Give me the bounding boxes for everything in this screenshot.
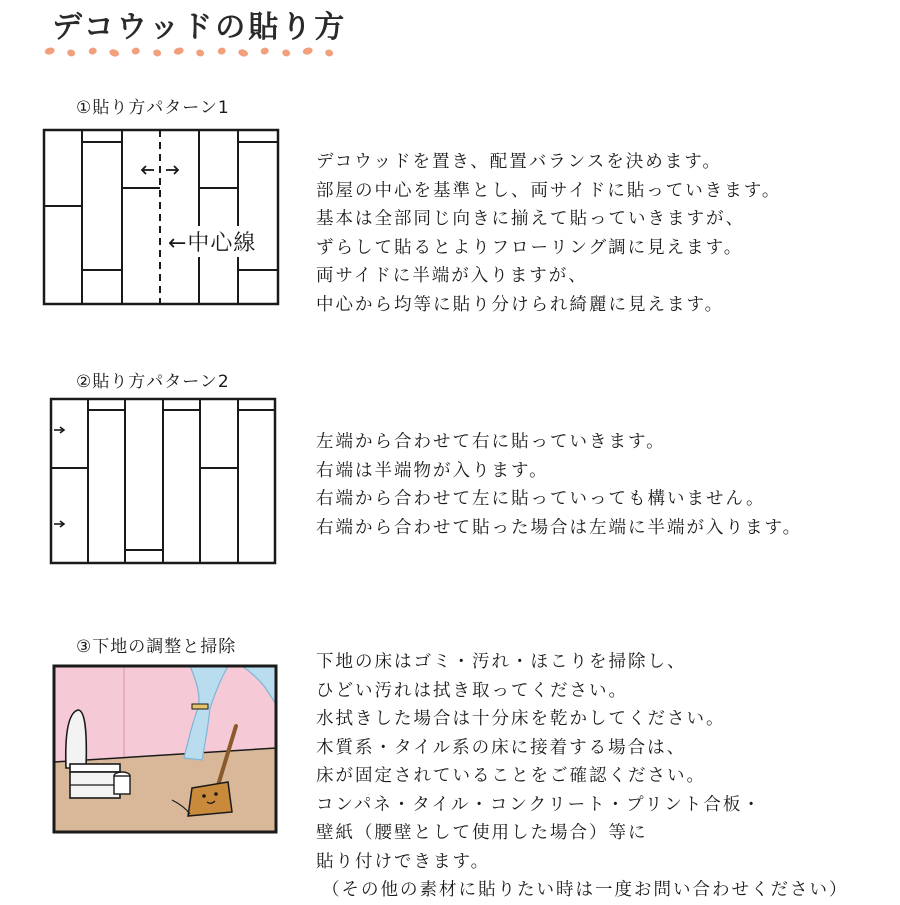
decorative-dot <box>88 47 97 56</box>
text-line: 木質系・タイル系の床に接着する場合は、 <box>316 737 687 758</box>
decorative-dot <box>260 47 269 56</box>
text-line: 基本は全部同じ向きに揃えて貼っていきますが、 <box>316 209 745 229</box>
page-title: デコウッドの貼り方 <box>52 10 348 45</box>
section-1-heading: ①貼り方パターン1 <box>76 98 230 118</box>
decorative-dot <box>173 46 184 55</box>
text-line: 右端は半端物が入ります。 <box>316 460 549 481</box>
decorative-dots <box>42 44 352 60</box>
decorative-dot <box>237 48 249 58</box>
section-2-heading: ②貼り方パターン2 <box>76 372 230 392</box>
decorative-dot <box>66 48 76 57</box>
section-3-heading: ③下地の調整と掃除 <box>76 637 237 657</box>
section-1-text <box>316 148 781 319</box>
decorative-dot <box>131 47 140 56</box>
text-line: デコウッドを置き、配置バランスを決めます。 <box>316 152 722 172</box>
text-line: 下地の床はゴミ・汚れ・ほこりを掃除し、 <box>316 652 687 672</box>
text-line: 壁紙（腰壁として使用した場合）等に <box>316 823 648 843</box>
text-line: ずらして貼るとよりフローリング調に見えます。 <box>316 237 744 258</box>
text-line: 右端から合わせて貼った場合は左端に半端が入ります。 <box>316 517 803 538</box>
decorative-dot <box>195 48 205 57</box>
text-line: 中心から均等に貼り分けられ綺麗に見えます。 <box>316 294 725 315</box>
decorative-dot <box>44 46 55 55</box>
text-line: 左端から合わせて右に貼っていきます。 <box>316 432 666 452</box>
text-line: 床が固定されていることをご確認ください。 <box>316 766 706 786</box>
text-line: 右端から合わせて左に貼っていっても構いません。 <box>316 489 766 509</box>
section-3-text <box>316 648 849 905</box>
pattern-2-diagram <box>50 398 280 568</box>
text-line: 両サイドに半端が入りますが、 <box>316 266 588 286</box>
text-line: ひどい汚れは拭き取ってください。 <box>316 680 628 701</box>
decorative-dot <box>324 48 334 57</box>
text-line: 水拭きした場合は十分床を乾かしてください。 <box>316 709 726 729</box>
section-2-text <box>316 428 802 542</box>
text-line: （その他の素材に貼りたい時は一度お問い合わせください） <box>322 880 849 900</box>
pattern-1-diagram <box>42 128 282 308</box>
decorative-dot <box>108 48 120 58</box>
decorative-dot <box>217 47 226 56</box>
decorative-dot <box>302 46 313 55</box>
text-line: 貼り付けできます。 <box>316 851 491 872</box>
cleaning-illustration <box>52 664 280 836</box>
decorative-dot <box>281 48 291 57</box>
center-line-label: ←中心線 <box>166 226 258 257</box>
text-line: 部屋の中心を基準とし、両サイドに貼っていきます。 <box>316 180 782 201</box>
decorative-dot <box>152 48 162 57</box>
text-line: コンパネ・タイル・コンクリート・プリント合板・ <box>316 794 762 815</box>
